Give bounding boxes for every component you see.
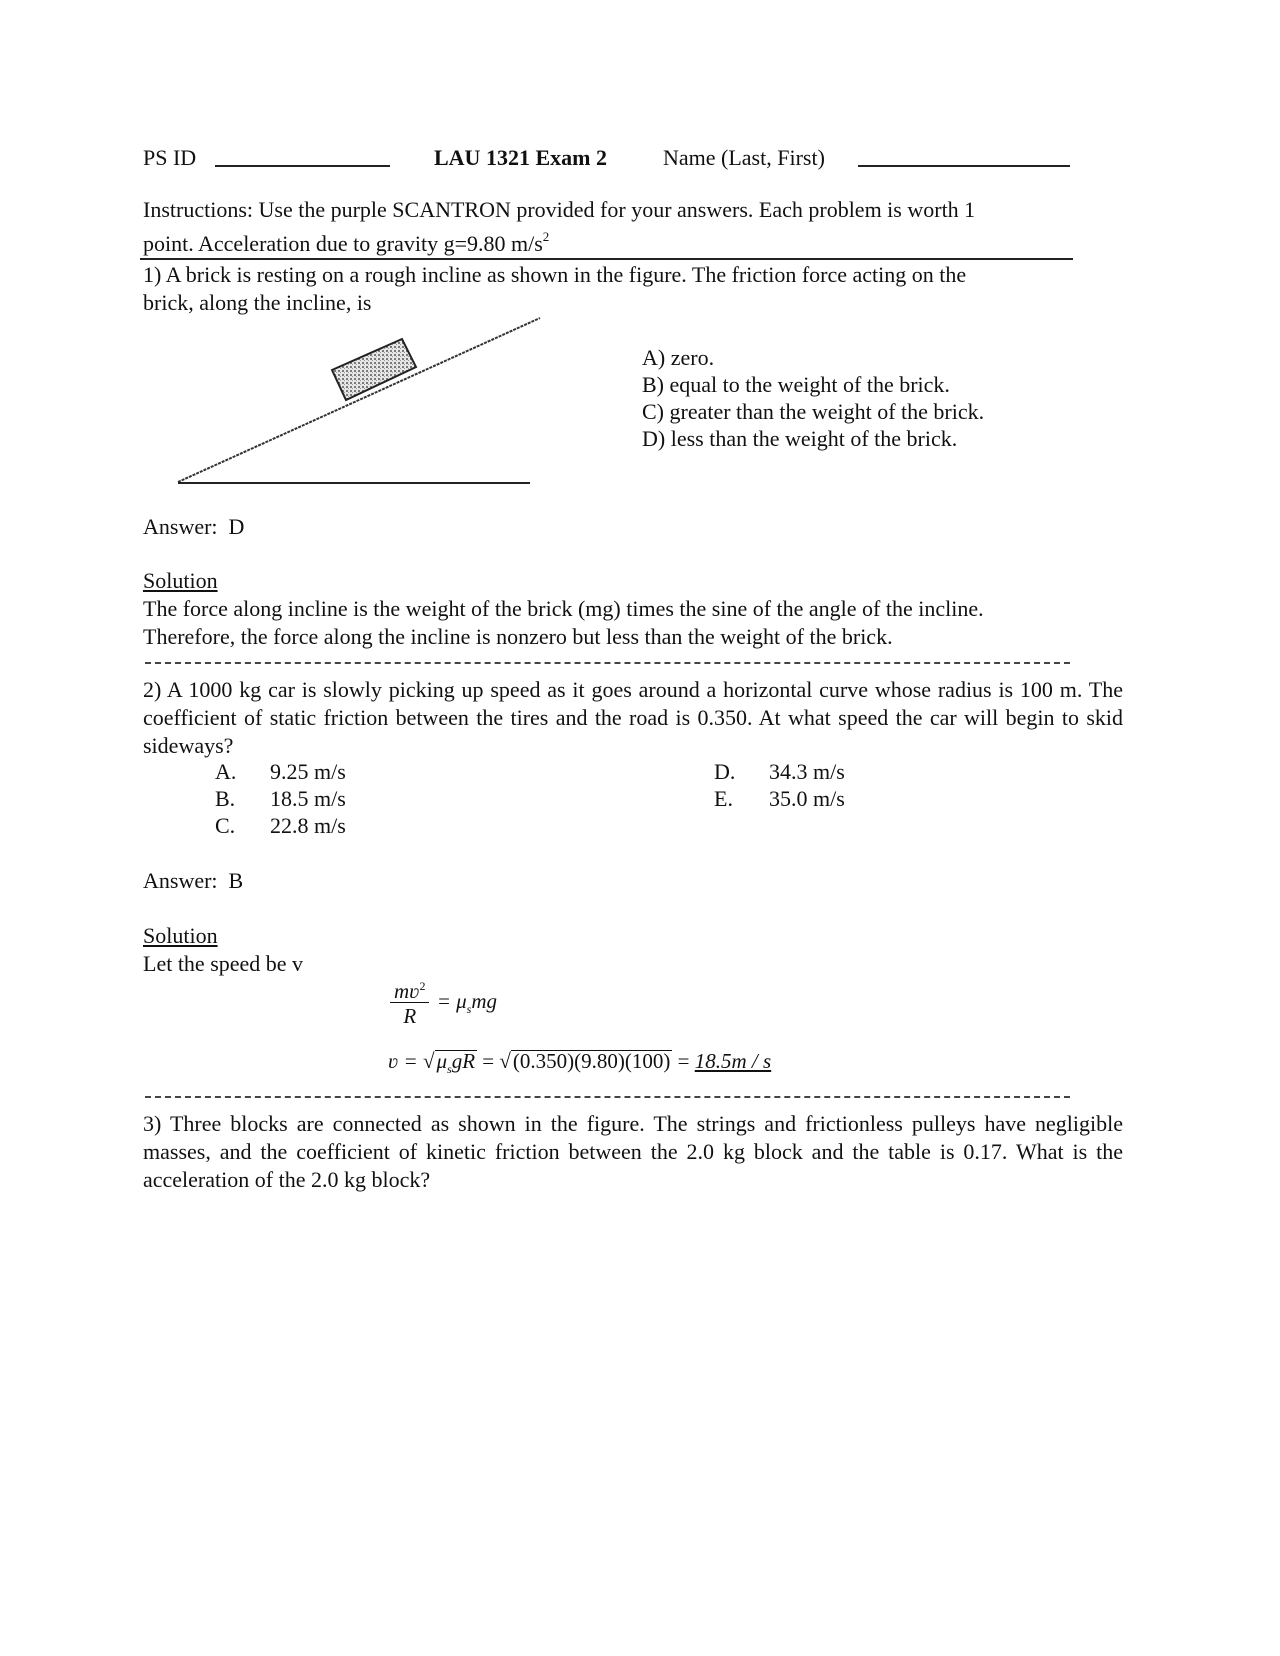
q2-option-b [215, 788, 346, 810]
equation-fraction [390, 980, 429, 1027]
name-label: Name (Last, First) [663, 145, 825, 170]
incline-slope [178, 318, 540, 482]
q2-option-b-label: B. [215, 786, 236, 811]
q2-option-a [215, 761, 346, 783]
q1-separator [145, 662, 1070, 664]
q1-answer: Answer: D [143, 514, 245, 539]
numerator-text: mʋ [394, 979, 420, 1003]
rhs-sub: s [466, 1002, 472, 1017]
instructions-line2 [143, 230, 549, 255]
equals-sign: = [677, 1049, 690, 1073]
q1-text-line2: brick, along the incline, is [143, 290, 372, 315]
q1-option-c: C) greater than the weight of the brick. [642, 399, 985, 424]
speed-result: 18.5m / s [694, 1049, 772, 1073]
q1-option-b: B) equal to the weight of the brick. [642, 372, 950, 397]
sqrt1-sub: s [447, 1062, 452, 1077]
q1-text-line1: 1) A brick is resting on a rough incline as shown in the figure. The friction force acting on the [143, 262, 967, 287]
sqrt-icon: √ [499, 1049, 511, 1073]
instructions-divider [140, 258, 1073, 260]
instructions-line1: Instructions: Use the purple SCANTRON provided for your answers. Each problem is worth 1 [143, 197, 976, 222]
exam-title: LAU 1321 Exam 2 [434, 145, 607, 170]
q2-solution-heading: Solution [143, 923, 218, 948]
q2-option-d [714, 761, 845, 783]
brick-on-incline-figure [170, 310, 550, 490]
q2-option-b-value: 18.5 m/s [270, 786, 346, 811]
sqrt-icon: √ [422, 1049, 435, 1073]
equation-centripetal [390, 980, 497, 1027]
q2-option-c-label: C. [215, 813, 236, 838]
speed-lhs: ʋ = [388, 1049, 418, 1073]
equals-sign: = [482, 1049, 495, 1073]
sqrt-term-1 [435, 1050, 478, 1075]
q2-option-e [714, 788, 845, 810]
q1-solution-line2: Therefore, the force along the incline is nonzero but less than the weight of the brick. [143, 624, 893, 649]
equation-rhs [436, 989, 498, 1017]
instructions-superscript: 2 [542, 229, 550, 244]
sqrt-term-2: (0.350)(9.80)(100) [512, 1049, 671, 1073]
q2-option-e-value: 35.0 m/s [769, 786, 845, 811]
q2-option-a-label: A. [215, 759, 237, 784]
sqrt1-tail: gR [451, 1049, 476, 1073]
instructions-text: point. Acceleration due to gravity g=9.80 m/s [143, 231, 543, 256]
equation-numerator [390, 980, 429, 1003]
q2-separator [145, 1096, 1070, 1098]
q2-option-d-label: D. [714, 759, 736, 784]
q1-option-d: D) less than the weight of the brick. [642, 426, 958, 451]
rhs-tail: mg [471, 989, 498, 1014]
q1-option-a: A) zero. [642, 345, 715, 370]
q2-option-e-label: E. [714, 786, 733, 811]
numerator-sup: 2 [419, 979, 426, 993]
q2-text: 2) A 1000 kg car is slowly picking up speed as it goes around a horizontal curve whose radius is 100 m. The coefficient of static friction between the tires and the road is 0.350. At what speed the car will begin to skid sideways? [143, 677, 1123, 758]
q2-option-c-value: 22.8 m/s [270, 813, 346, 838]
q2-solution-intro: Let the speed be v [143, 951, 304, 976]
q2-option-a-value: 9.25 m/s [270, 759, 346, 784]
q1-solution-line1: The force along incline is the weight of the brick (mg) times the sine of the angle of the incline. [143, 596, 984, 621]
name-blank [858, 165, 1070, 167]
q2-option-c [215, 815, 346, 837]
q1-solution-heading: Solution [143, 568, 218, 593]
equation-denominator: R [403, 1004, 417, 1028]
q3-text: 3) Three blocks are connected as shown in the figure. The strings and frictionless pulleys have negligible masses, and the coefficient of kinetic friction between the 2.0 kg block and the table is 0.17. What is the acceleration of the 2.0 kg block? [143, 1111, 1123, 1192]
sqrt1-mu: μ [436, 1049, 448, 1073]
q2-answer: Answer: B [143, 868, 244, 893]
ps-id-label: PS ID [143, 145, 197, 170]
q2-option-d-value: 34.3 m/s [769, 759, 845, 784]
brick-shape [332, 339, 416, 400]
equation-speed [388, 1050, 771, 1075]
ps-id-blank [215, 165, 390, 167]
rhs-mu: = μ [436, 989, 467, 1014]
